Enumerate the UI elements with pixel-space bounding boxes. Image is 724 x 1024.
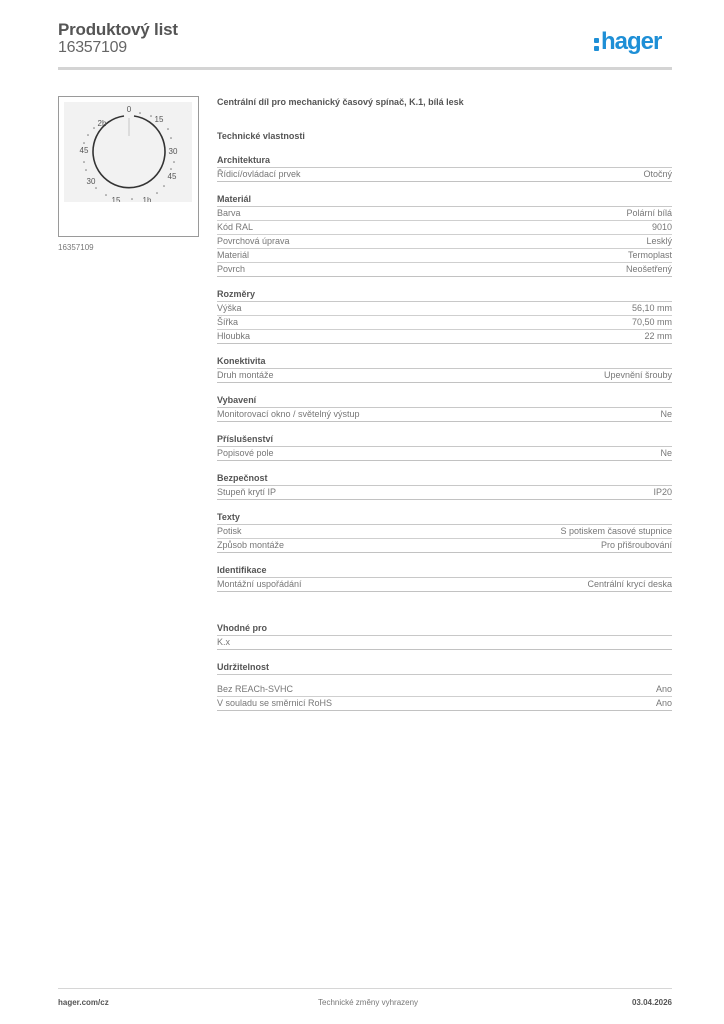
- section-title: Technické vlastnosti: [217, 131, 305, 141]
- timer-dial-icon: [64, 102, 192, 202]
- group-title: Konektivita: [217, 355, 672, 369]
- svg-text:45: 45: [79, 146, 89, 155]
- svg-text:45: 45: [167, 172, 177, 181]
- document-title: Produktový list: [58, 20, 178, 39]
- spec-label: V souladu se směrnicí RoHS: [217, 698, 333, 708]
- product-number: 16357109: [58, 39, 127, 56]
- spec-label: Montážní uspořádání: [217, 579, 302, 589]
- group-title: Udržitelnost: [217, 661, 672, 675]
- group-material: [217, 193, 672, 277]
- spec-row: [217, 408, 672, 422]
- spec-row: [217, 539, 672, 553]
- spec-value: Termoplast: [627, 250, 672, 260]
- spec-value: IP20: [653, 487, 672, 497]
- footer-date: 03.04.2026: [631, 998, 672, 1007]
- spec-value: Ne: [660, 409, 672, 419]
- spec-value: 70,50 mm: [631, 317, 672, 327]
- footer-divider: [58, 988, 672, 989]
- spec-value: Pro přišroubování: [600, 540, 672, 550]
- spec-label: Řídicí/ovládací prvek: [217, 169, 301, 179]
- group-texty: [217, 511, 672, 553]
- group-title: Texty: [217, 511, 672, 525]
- spec-value: Ano: [655, 684, 672, 694]
- spec-label: Výška: [217, 303, 242, 313]
- spec-label: Způsob montáže: [217, 540, 285, 550]
- spec-label: Hloubka: [217, 331, 251, 341]
- product-details: [217, 95, 672, 711]
- spec-label: Monitorovací okno / světelný výstup: [217, 409, 360, 419]
- timer-dial-plate: [64, 102, 192, 202]
- spec-row: [217, 221, 672, 235]
- product-image: [58, 96, 199, 237]
- spec-row: [217, 316, 672, 330]
- group-title: Materiál: [217, 193, 672, 207]
- spec-value: Lesklý: [646, 236, 672, 246]
- spec-row: [217, 486, 672, 500]
- svg-text:15: 15: [111, 196, 121, 202]
- footer-website-link[interactable]: hager.com/cz: [58, 998, 109, 1007]
- group-vhodne-pro: [217, 622, 672, 650]
- spec-value: Otočný: [643, 169, 672, 179]
- spec-row: [217, 578, 672, 592]
- spec-value: 22 mm: [644, 331, 672, 341]
- spec-label: Stupeň krytí IP: [217, 487, 277, 497]
- spec-label: Popisové pole: [217, 448, 274, 458]
- spec-row: [217, 330, 672, 344]
- logo-text: hager: [601, 28, 662, 55]
- group-title: Bezpečnost: [217, 472, 672, 486]
- spec-row: [217, 235, 672, 249]
- spec-row: [217, 302, 672, 316]
- spec-label: Povrchová úprava: [217, 236, 290, 246]
- spec-row: [217, 207, 672, 221]
- group-title: Identifikace: [217, 564, 672, 578]
- spec-value: Polární bílá: [626, 208, 672, 218]
- group-title: Architektura: [217, 154, 672, 168]
- spec-row: [217, 168, 672, 182]
- spec-row: [217, 525, 672, 539]
- spec-label: Druh montáže: [217, 370, 274, 380]
- spec-row: [217, 249, 672, 263]
- svg-text:2h: 2h: [97, 119, 107, 128]
- spec-value: Ne: [660, 448, 672, 458]
- group-rozmery: [217, 288, 672, 344]
- group-udrzitelnost: [217, 661, 672, 711]
- group-bezpecnost: [217, 472, 672, 500]
- spec-label: Kód RAL: [217, 222, 254, 232]
- spec-value: Neošetřený: [625, 264, 672, 274]
- spec-value: Ano: [655, 698, 672, 708]
- group-title: Vhodné pro: [217, 622, 672, 636]
- spec-label: Materiál: [217, 250, 250, 260]
- spec-row: [217, 447, 672, 461]
- spec-row: [217, 636, 672, 650]
- spec-label: Šířka: [217, 317, 239, 327]
- spec-label: Povrch: [217, 264, 246, 274]
- group-title: Příslušenství: [217, 433, 672, 447]
- spec-value: Upevnění šrouby: [603, 370, 672, 380]
- spec-value: Centrální krycí deska: [587, 579, 672, 589]
- product-name: Centrální díl pro mechanický časový spínač, K.1, bílá lesk: [217, 97, 464, 107]
- spec-row: [217, 683, 672, 697]
- footer-disclaimer: Technické změny vyhrazeny: [318, 998, 419, 1007]
- spec-label: Potisk: [217, 526, 242, 536]
- svg-text:15: 15: [154, 115, 164, 124]
- header-divider: [58, 67, 672, 70]
- svg-text:0: 0: [126, 105, 132, 114]
- spec-label: Bez REACh-SVHC: [217, 684, 294, 694]
- svg-text:30: 30: [168, 147, 178, 156]
- svg-text:30: 30: [86, 177, 96, 186]
- spec-value: 9010: [651, 222, 672, 232]
- group-identifikace: [217, 564, 672, 592]
- group-title: Rozměry: [217, 288, 672, 302]
- group-title: Vybavení: [217, 394, 672, 408]
- spec-label: K.x: [217, 637, 231, 647]
- group-architektura: [217, 154, 672, 182]
- spec-row: [217, 697, 672, 711]
- logo-colon-icon: [594, 38, 599, 51]
- spec-row: [217, 263, 672, 277]
- group-konektivita: [217, 355, 672, 383]
- spec-label: Barva: [217, 208, 241, 218]
- svg-text:1h: 1h: [142, 196, 152, 202]
- group-prislusenstvi: [217, 433, 672, 461]
- image-caption: 16357109: [58, 243, 94, 252]
- spec-row: [217, 369, 672, 383]
- spec-value: 56,10 mm: [631, 303, 672, 313]
- group-vybaveni: [217, 394, 672, 422]
- hager-logo: [594, 28, 661, 56]
- spec-value: S potiskem časové stupnice: [560, 526, 672, 536]
